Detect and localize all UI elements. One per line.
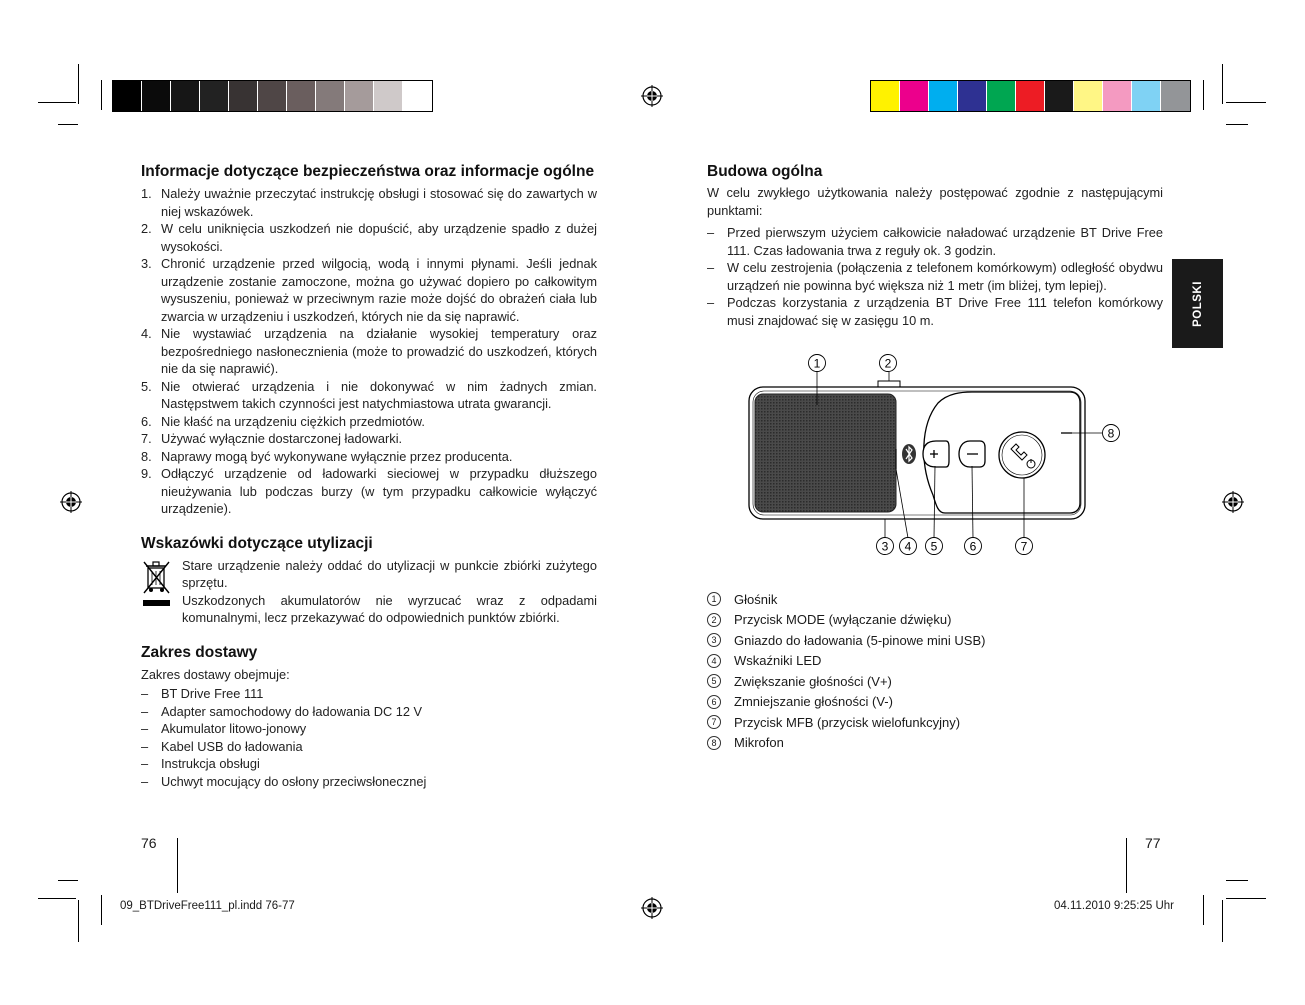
safety-item-number: 5. <box>141 378 152 394</box>
disposal-text-1: Stare urządzenie należy oddać do utylizacji w punkcie zbiórki zużytego sprzętu. <box>182 557 597 590</box>
safety-item <box>141 465 597 518</box>
color-swatch <box>900 81 929 111</box>
svg-text:1: 1 <box>813 356 821 371</box>
left-slug: 09_BTDriveFree111_pl.indd 76-77 <box>120 900 295 912</box>
legend-number: 2 <box>707 613 721 627</box>
callout-4 <box>900 538 917 555</box>
legend-label: Głośnik <box>734 591 778 607</box>
delivery-item: – Uchwyt mocujący do osłony przeciwsłonecznej <box>141 773 597 791</box>
svg-text:5: 5 <box>930 539 938 554</box>
safety-item-text: Naprawy mogą być wykonywane wyłącznie przez producenta. <box>161 448 513 464</box>
gray-swatch <box>403 81 432 111</box>
svg-text:2: 2 <box>884 356 892 371</box>
safety-item <box>141 220 597 255</box>
callout-8 <box>1103 425 1120 442</box>
color-swatch <box>1045 81 1074 111</box>
legend-row <box>707 671 1127 692</box>
safety-item-number: 3. <box>141 256 152 271</box>
safety-item <box>141 325 597 378</box>
left-page-content <box>141 163 597 790</box>
color-swatch <box>1132 81 1161 111</box>
callout-3 <box>877 538 894 555</box>
gray-swatch <box>142 81 171 111</box>
color-swatch <box>1103 81 1132 111</box>
legend-label: Przycisk MODE (wyłączanie dźwięku) <box>734 612 952 628</box>
gray-swatch <box>316 81 345 111</box>
registration-mark-icon <box>641 85 663 107</box>
safety-list <box>141 185 597 518</box>
delivery-item: – BT Drive Free 111 <box>141 685 597 703</box>
safety-item-number: 8. <box>141 448 152 464</box>
callout-1 <box>809 355 826 372</box>
process-color-bar <box>870 80 1191 112</box>
safety-item-number: 1. <box>141 186 152 201</box>
language-tab <box>1172 259 1223 348</box>
color-swatch <box>987 81 1016 111</box>
delivery-title: Zakres dostawy <box>141 643 258 661</box>
right-page-number: 77 <box>1145 835 1161 851</box>
legend-number: 7 <box>707 715 721 729</box>
overview-item: – Podczas korzystania z urządzenia BT Drive Free 111 telefon komórkowy musi znajdować się w zasięgu 10 m. <box>707 294 1163 329</box>
device-diagram <box>740 345 1130 570</box>
legend-label: Przycisk MFB (przycisk wielofunkcyjny) <box>734 714 961 730</box>
safety-item <box>141 448 597 466</box>
legend-number: 3 <box>707 633 721 647</box>
safety-title: Informacje dotyczące bezpieczeństwa oraz informacje ogólne <box>141 163 595 180</box>
delivery-item: – Instrukcja obsługi <box>141 755 597 773</box>
bluetooth-icon <box>902 444 916 464</box>
gray-swatch <box>345 81 374 111</box>
safety-item-number: 6. <box>141 413 152 429</box>
color-swatch <box>1074 81 1103 111</box>
disposal-text-2: Uszkodzonych akumulatorów nie wyrzucać wraz z odpadami komunalnymi, lecz przekazywać do odpowiednich punktów zbiórki. <box>182 592 597 625</box>
safety-item-text: Używać wyłącznie dostarczonej ładowarki. <box>161 431 403 446</box>
svg-text:3: 3 <box>881 539 889 554</box>
callout-5 <box>926 538 943 555</box>
delivery-item: – Akumulator litowo-jonowy <box>141 720 597 738</box>
legend-row <box>707 589 1127 610</box>
legend-label: Zwiększanie głośności (V+) <box>734 673 892 689</box>
gray-swatch <box>229 81 258 111</box>
safety-item-text: Nie kłaść na urządzeniu ciężkich przedmiotów. <box>161 413 425 429</box>
color-swatch <box>871 81 900 111</box>
safety-item-text: Należy uważnie przeczytać instrukcję obsługi i stosować się do zawartych w niej wskazówek. <box>161 186 597 219</box>
overview-intro: W celu zwykłego użytkowania należy postępować zgodnie z następującymi punktami: <box>707 185 1163 218</box>
legend-row <box>707 610 1127 631</box>
gray-swatch <box>113 81 142 111</box>
gray-swatch <box>287 81 316 111</box>
svg-text:7: 7 <box>1020 539 1028 554</box>
safety-item-number: 7. <box>141 431 152 446</box>
legend-label: Zmniejszanie głośności (V-) <box>734 694 893 710</box>
callout-2 <box>880 355 897 372</box>
safety-item-number: 2. <box>141 221 152 236</box>
safety-item <box>141 185 597 220</box>
volume-down-button-icon <box>959 441 985 467</box>
speaker-grille <box>755 394 896 512</box>
diagram-legend <box>707 589 1127 753</box>
color-swatch <box>958 81 987 111</box>
safety-item-text: Nie wystawiać urządzenia na działanie wysokiej temperatury oraz bezpośredniego nasłonecznienia (może to prowadzić do uszkodzeń, których nie da się naprawić). <box>161 326 597 376</box>
legend-row <box>707 651 1127 672</box>
crossed-bin-icon <box>142 559 172 607</box>
legend-label: Gniazdo do ładowania (5-pinowe mini USB) <box>734 632 986 648</box>
legend-row <box>707 712 1127 733</box>
overview-item: – W celu zestrojenia (połączenia z telefonem komórkowym) odległość obydwu urządzeń nie powinna być większa niż 1 metr (im bliżej, tym lepiej). <box>707 259 1163 294</box>
grayscale-color-bar <box>112 80 433 112</box>
legend-label: Wskaźniki LED <box>734 653 822 669</box>
safety-item <box>141 430 597 448</box>
delivery-list <box>141 685 597 790</box>
color-swatch <box>929 81 958 111</box>
safety-item <box>141 378 597 413</box>
legend-label: Mikrofon <box>734 735 784 751</box>
svg-text:8: 8 <box>1107 426 1115 441</box>
legend-row <box>707 692 1127 713</box>
disposal-title: Wskazówki dotyczące utylizacji <box>141 534 373 552</box>
legend-number: 4 <box>707 654 721 668</box>
delivery-intro: Zakres dostawy obejmuje: <box>141 666 290 682</box>
safety-item-number: 9. <box>141 466 152 481</box>
color-swatch <box>1016 81 1045 111</box>
safety-item-text: Odłączyć urządzenie od ładowarki sieciowej w przypadku dłuższego nieużywania lub podczas burzy (w tym przypadku całkowicie wyłączyć urządzenie). <box>161 466 597 516</box>
right-slug: 04.11.2010 9:25:25 Uhr <box>1054 900 1174 912</box>
left-page-number: 76 <box>141 835 157 851</box>
volume-up-button-icon <box>923 441 949 467</box>
gray-swatch <box>171 81 200 111</box>
safety-item <box>141 413 597 431</box>
registration-mark-icon <box>1222 491 1244 513</box>
delivery-item: – Kabel USB do ładowania <box>141 738 597 756</box>
legend-row <box>707 630 1127 651</box>
color-swatch <box>1161 81 1190 111</box>
gray-swatch <box>374 81 403 111</box>
legend-number: 6 <box>707 695 721 709</box>
legend-number: 5 <box>707 674 721 688</box>
callout-7 <box>1016 538 1033 555</box>
safety-item-text: W celu uniknięcia uszkodzeń nie dopuścić, aby urządzenie spadło z dużej wysokości. <box>161 221 597 254</box>
overview-list <box>707 224 1163 329</box>
disposal-block <box>141 557 597 627</box>
svg-text:4: 4 <box>904 539 912 554</box>
safety-item-text: Chronić urządzenie przed wilgocią, wodą i innymi płynami. Jeśli jednak urządzenie zostanie zamoczone, można go używać dopiero po całkowitym wysuszeniu, ponieważ w przeciwnym razie może dojść do obrażeń ciała lub zwarcia w urządzeniu i uszkodzeń, których nie da się naprawić. <box>161 256 597 324</box>
overview-title: Budowa ogólna <box>707 163 823 180</box>
legend-row <box>707 733 1127 754</box>
legend-number: 8 <box>707 736 721 750</box>
overview-item: – Przed pierwszym użyciem całkowicie naładować urządzenie BT Drive Free 111. Czas ładowania trwa z reguły ok. 3 godzin. <box>707 224 1163 259</box>
right-page-content <box>707 163 1163 329</box>
callout-6 <box>965 538 982 555</box>
safety-item-number: 4. <box>141 326 152 341</box>
registration-mark-icon <box>641 897 663 919</box>
svg-text:6: 6 <box>969 539 977 554</box>
gray-swatch <box>200 81 229 111</box>
multifunction-button-icon <box>999 432 1045 478</box>
registration-mark-icon <box>60 491 82 513</box>
delivery-item: – Adapter samochodowy do ładowania DC 12 V <box>141 703 597 721</box>
safety-item-text: Nie otwierać urządzenia i nie dokonywać w nim żadnych zmian. Następstwem takich czynności jest natychmiastowa utrata gwarancji. <box>161 378 597 411</box>
gray-swatch <box>258 81 287 111</box>
legend-number: 1 <box>707 592 721 606</box>
safety-item <box>141 255 597 325</box>
language-tab-label: POLSKI <box>1191 280 1204 327</box>
